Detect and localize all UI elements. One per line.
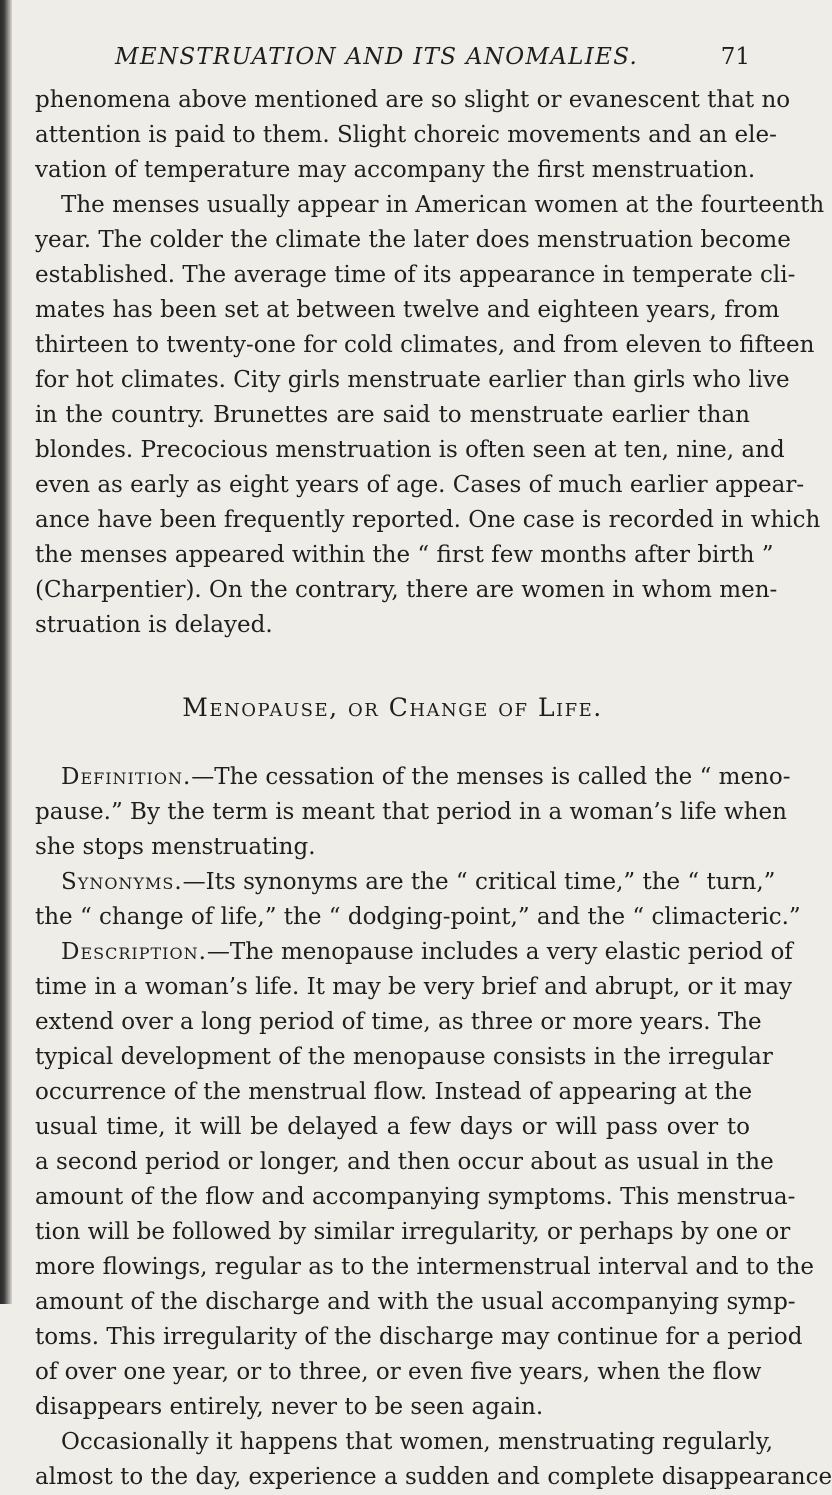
text-line: even as early as eight years of age. Cases of much earlier appear- xyxy=(35,472,805,498)
section-heading: Menopause, or Change of Life. xyxy=(182,693,603,722)
paragraph-continued xyxy=(35,83,791,188)
text-line: in the country. Brunettes are said to menstruate earlier than xyxy=(35,402,750,428)
text-line: tion will be followed by similar irregularity, or perhaps by one or xyxy=(35,1219,791,1245)
definition-label: Definition. xyxy=(61,764,192,790)
text-line: The menses usually appear in American women at the fourteenth xyxy=(61,192,825,218)
text-line: typical development of the menopause consists in the irregular xyxy=(35,1044,773,1070)
text-line: the “ change of life,” the “ dodging-point,” and the “ climacteric.” xyxy=(35,904,801,930)
definition-first-line: —The cessation of the menses is called the “ meno- xyxy=(191,764,791,790)
text-line: blondes. Precocious menstruation is often seen at ten, nine, and xyxy=(35,437,785,463)
page-number: 71 xyxy=(720,44,750,70)
paragraph-definition xyxy=(35,760,791,865)
binding-edge xyxy=(0,0,12,1304)
text-line: pause.” By the term is meant that period in a woman’s life when xyxy=(35,799,787,825)
body-text xyxy=(35,83,832,1495)
description-first-line: —The menopause includes a very elastic period of xyxy=(206,939,793,965)
description-label: Description. xyxy=(61,939,207,965)
text-line: time in a woman’s life. It may be very brief and abrupt, or it may xyxy=(35,974,793,1000)
text-line: for hot climates. City girls menstruate earlier than girls who live xyxy=(35,367,790,393)
text-line: (Charpentier). On the contrary, there are women in whom men- xyxy=(35,577,778,603)
text-line: year. The colder the climate the later does menstruation become xyxy=(35,227,791,253)
text-line: of over one year, or to three, or even five years, when the flow xyxy=(35,1359,762,1385)
text-line: struation is delayed. xyxy=(35,612,273,638)
text-line: a second period or longer, and then occur about as usual in the xyxy=(35,1149,774,1175)
running-title: MENSTRUATION AND ITS ANOMALIES. xyxy=(115,44,639,70)
text-line: disappears entirely, never to be seen again. xyxy=(35,1394,544,1420)
text-line: attention is paid to them. Slight choreic movements and an ele- xyxy=(35,122,777,148)
paragraph-synonyms xyxy=(35,865,801,935)
text-line: she stops menstruating. xyxy=(35,834,316,860)
text-line: Occasionally it happens that women, menstruating regularly, xyxy=(61,1429,774,1455)
synonyms-first-line: —Its synonyms are the “ critical time,” the “ turn,” xyxy=(182,869,776,895)
text-line: mates has been set at between twelve and eighteen years, from xyxy=(35,297,780,323)
text-line xyxy=(35,935,793,970)
text-line: extend over a long period of time, as three or more years. The xyxy=(35,1009,762,1035)
text-line: amount of the flow and accompanying symptoms. This menstrua- xyxy=(35,1184,796,1210)
text-line: ance have been frequently reported. One case is recorded in which xyxy=(35,507,821,533)
text-line: more flowings, regular as to the intermenstrual interval and to the xyxy=(35,1254,814,1280)
text-line: thirteen to twenty-one for cold climates, and from eleven to fifteen xyxy=(35,332,815,358)
text-line: phenomena above mentioned are so slight or evanescent that no xyxy=(35,87,791,113)
text-line: established. The average time of its appearance in temperate cli- xyxy=(35,262,796,288)
text-line: occurrence of the menstrual flow. Instead of appearing at the xyxy=(35,1079,753,1105)
paragraph-description xyxy=(35,935,814,1425)
text-line: vation of temperature may accompany the first menstruation. xyxy=(35,157,756,183)
page-header xyxy=(35,44,750,78)
text-line: amount of the discharge and with the usual accompanying symp- xyxy=(35,1289,796,1315)
synonyms-label: Synonyms. xyxy=(61,869,183,895)
text-line: almost to the day, experience a sudden and complete disappearance xyxy=(35,1464,832,1490)
paragraph-menses-age xyxy=(35,188,825,643)
paragraph-occasionally xyxy=(35,1425,832,1495)
text-line xyxy=(35,865,776,900)
text-line: the menses appeared within the “ first few months after birth ” xyxy=(35,542,774,568)
text-line: toms. This irregularity of the discharge may continue for a period xyxy=(35,1324,803,1350)
text-line: usual time, it will be delayed a few days or will pass over to xyxy=(35,1114,750,1140)
text-line xyxy=(35,760,791,795)
